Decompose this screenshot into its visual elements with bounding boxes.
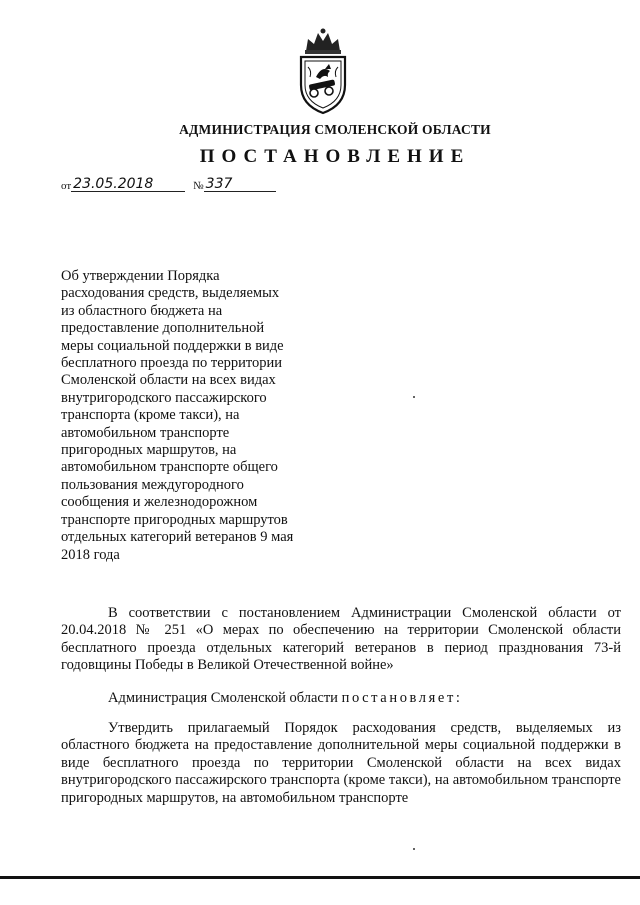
page-bottom-rule [0, 876, 640, 879]
date-prefix: от [61, 180, 72, 192]
title-line: предоставление дополнительной [61, 320, 265, 337]
title-line: сообщения и железнодорожном [61, 494, 258, 511]
scan-artifact [413, 848, 415, 850]
scan-artifact [413, 396, 415, 398]
resolution-paragraph [61, 690, 621, 707]
smolensk-coat-of-arms-icon [292, 27, 354, 115]
date-number-line [61, 177, 276, 192]
number-prefix: № [193, 180, 204, 192]
title-line: 2018 года [61, 546, 120, 563]
title-line: из областного бюджета на [61, 302, 223, 319]
document-number: 337 [204, 177, 276, 192]
title-line: меры социальной поддержки в виде [61, 337, 284, 354]
organization-name: АДМИНИСТРАЦИЯ СМОЛЕНСКОЙ ОБЛАСТИ [179, 122, 491, 137]
operative-paragraph: Утвердить прилагаемый Порядок расходования средств, выделяемых из областного бюджета на предоставление дополнительной меры социальной поддержки в виде бесплатного проезда по территории Смоленской области на всех видах внутригородского пассажирского транспорта (кроме такси), на автомобильном транспорте пригородных маршрутов, на автомобильном транспорте [61, 720, 621, 806]
title-line: пригородных маршрутов, на [61, 442, 237, 459]
title-line: транспорте пригородных маршрутов [61, 511, 288, 528]
title-line: пользования междугородного [61, 476, 244, 493]
resolution-lead: Администрация Смоленской области [108, 690, 342, 706]
title-line: Смоленской области на всех видах [61, 372, 276, 389]
title-line: расходования средств, выделяемых [61, 285, 280, 302]
title-line: бесплатного проезда по территории [61, 355, 283, 372]
title-line: транспорта (кроме такси), на [61, 407, 240, 424]
title-line: Об утверждении Порядка [61, 268, 220, 284]
document-date: 23.05.2018 [71, 177, 185, 192]
title-line: внутригородского пассажирского [61, 389, 267, 406]
title-line: автомобильном транспорте общего [61, 459, 278, 476]
document-type: ПОСТАНОВЛЕНИЕ [199, 146, 471, 167]
title-line: отдельных категорий ветеранов 9 мая [61, 529, 294, 546]
document-title [61, 268, 309, 564]
title-line: автомобильном транспорте [61, 424, 230, 441]
preamble-paragraph: В соответствии с постановлением Администрации Смоленской области от 20.04.2018 № 251 «О мерах по обеспечению на территории Смоленской области бесплатного проезда отдельных категорий ветеранов в период празднования 73-й годовщины Победы в Великой Отечественной войне» [61, 605, 621, 674]
resolution-verb: постановляет: [341, 690, 463, 706]
